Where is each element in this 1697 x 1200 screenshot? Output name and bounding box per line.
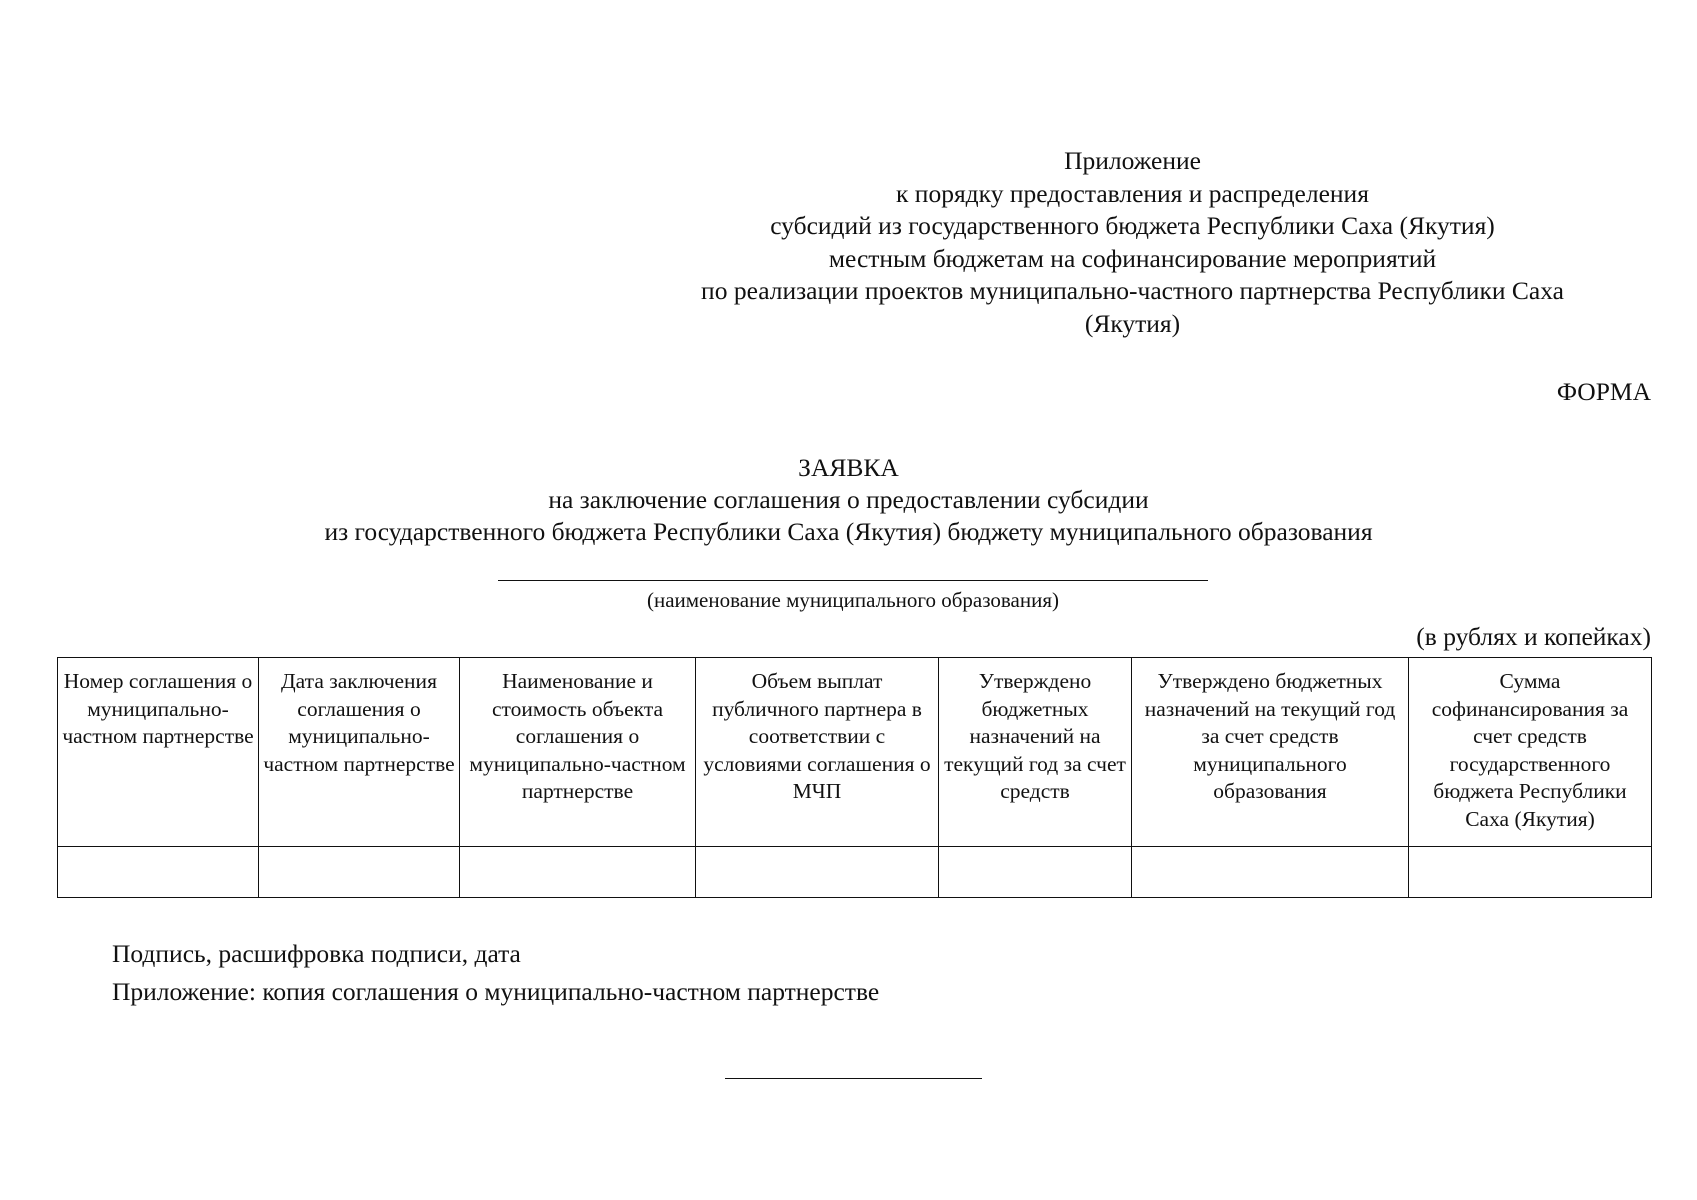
- request-subtitle: на заключение соглашения о предоставлении субсидии: [548, 485, 1149, 514]
- subsidy-table: [57, 657, 1652, 898]
- footer-notes: [112, 935, 879, 1011]
- signature-line: Подпись, расшифровка подписи, дата: [112, 939, 521, 968]
- table-row: [58, 847, 1652, 898]
- column-header: Наименование и стоимость объекта соглашения о муниципально-частном партнерстве: [460, 658, 696, 847]
- appendix-line: субсидий из государственного бюджета Республики Саха (Якутия): [770, 211, 1495, 240]
- appendix-header: [650, 145, 1615, 340]
- column-header: Сумма софинансирования за счет средств государственного бюджета Республики Саха (Якутия): [1409, 658, 1652, 847]
- column-header: Номер соглашения о муниципально-частном партнерстве: [58, 658, 259, 847]
- table-cell: [1409, 847, 1652, 898]
- form-label: ФОРМА: [1556, 377, 1651, 406]
- table-cell: [460, 847, 696, 898]
- column-header: Утверждено бюджетных назначений на текущий год за счет средств муниципального образования: [1132, 658, 1409, 847]
- signature-blank-line: [725, 1078, 982, 1079]
- table-cell: [259, 847, 460, 898]
- column-header: Дата заключения соглашения о муниципально-частном партнерстве: [259, 658, 460, 847]
- appendix-line: по реализации проектов муниципально-частного партнерства Республики Саха: [701, 276, 1564, 305]
- column-header: Объем выплат публичного партнера в соответствии с условиями соглашения о МЧП: [696, 658, 939, 847]
- request-subtitle: из государственного бюджета Республики Саха (Якутия) бюджету муниципального образования: [324, 517, 1373, 546]
- request-title: ЗАЯВКА: [798, 453, 899, 482]
- municipality-name-line: [498, 580, 1208, 581]
- table-cell: [939, 847, 1132, 898]
- municipality-name-caption: (наименование муниципального образования): [646, 588, 1060, 612]
- appendix-title: Приложение: [1064, 146, 1201, 175]
- appendix-line: местным бюджетам на софинансирование мероприятий: [828, 243, 1437, 273]
- column-header: Утверждено бюджетных назначений на текущий год за счет средств: [939, 658, 1132, 847]
- appendix-line: (Якутия): [1084, 308, 1181, 338]
- request-heading: [0, 452, 1697, 548]
- table-cell: [58, 847, 259, 898]
- table-cell: [696, 847, 939, 898]
- table-cell: [1132, 847, 1409, 898]
- table-header-row: [58, 658, 1652, 847]
- attachment-line: Приложение: копия соглашения о муниципально-частном партнерстве: [112, 977, 880, 1006]
- appendix-line: к порядку предоставления и распределения: [896, 178, 1369, 208]
- units-note: (в рублях и копейках): [1416, 622, 1651, 651]
